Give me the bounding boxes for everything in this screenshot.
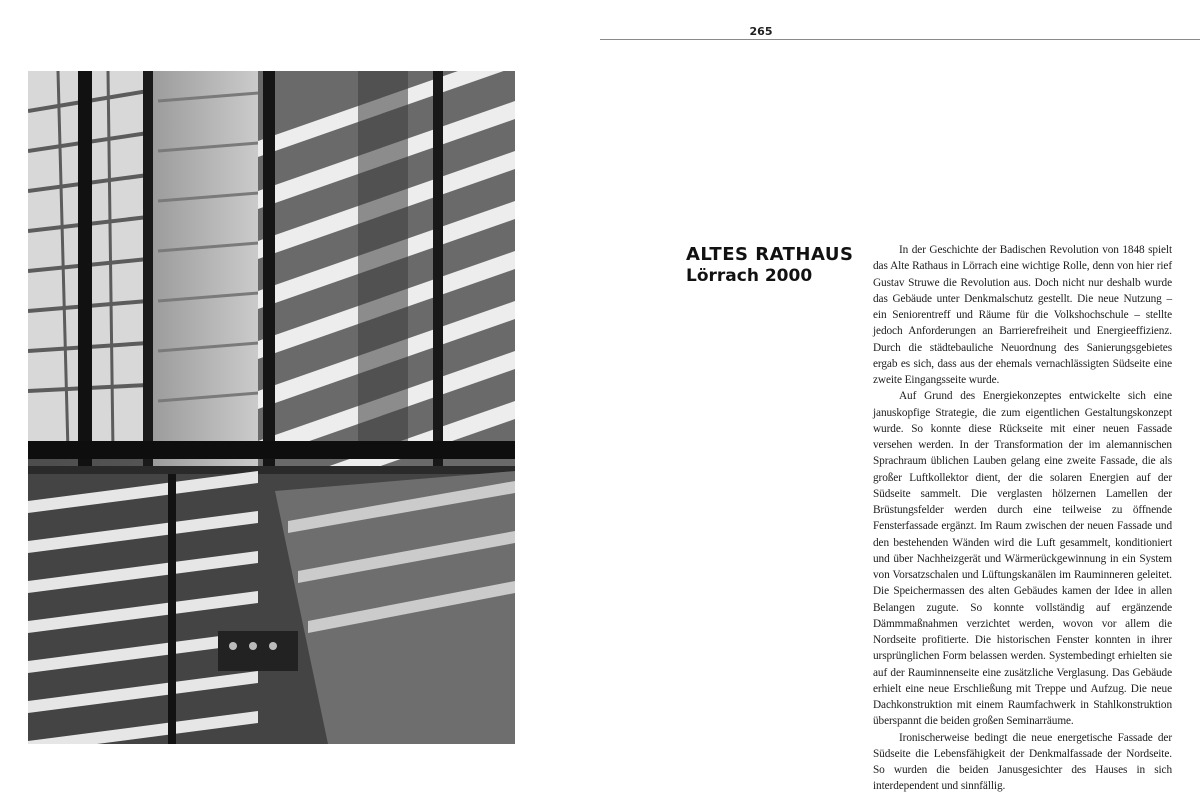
article-subtitle: Lörrach 2000	[686, 266, 813, 286]
body-paragraph: Ironischerweise bedingt die neue energetische Fassade der Südseite die Lebensfähigkeit der Denkmalfassade der Nordseite. So wurden die beiden Janusgesichter des Hauses in sich interdependent und sinnfällig.	[873, 731, 1172, 793]
body-paragraph: In der Geschichte der Badischen Revolution von 1848 spielt das Alte Rathaus in Lörrach eine wichtige Rolle, denn von hier rief Gustav Struwe die Revolution aus. Doch nicht nur deshalb wurde das Gebäude unter Denkmalschutz gestellt. Die neue Nutzung – ein Seniorentreff und Räume für die Volkshochschule – stellte jedoch Anforderungen an Barrierefreiheit und Energieeffizienz. Durch die städtebauliche Neuordnung des Sanierungsgebietes ergab es sich, dass aus der ehemals vernachlässigten Südseite eine zweite Eingangsseite wurde.	[873, 244, 1172, 386]
architecture-photo	[28, 71, 515, 744]
article-title: ALTES RATHAUS	[686, 244, 854, 265]
page-number: 265	[749, 25, 773, 38]
body-paragraph: Auf Grund des Energiekonzeptes entwickelte sich eine januskopfige Strategie, die zum eigentlichen Gestaltungskonzept wurde. So konnte diese Rückseite mit einer neuen Fassade versehen werden. In der Transformation der im alemannischen Sprachraum üblichen Lauben gelang eine zweite Fassade, die als großer Luftkollektor dient, der die solaren Energien auf der Südseite sammelt. Die verglasten hölzernen Lamellen der Brüstungsfelder werden durch eine teilweise zu öffnende Fensterfassade ergänzt. Im Raum zwischen der neuen Fassade und den bestehenden Wänden wird die Luft gesammelt, konditioniert und über Nachheizgerät und Wärmerückgewinnung in ein System von Vorsatzschalen und Lüftungskanälen im Rauminneren geleitet. Die Speichermassen des alten Gebäudes kamen der Idee in allen Belangen zugute. So konnte vollständig auf ergänzende Dämmmaßnahmen verzichtet werden, wovon vor allem die Nordseite profitierte. Die historischen Fenster konnten in ihrer ursprünglichen Form belassen werden. Systembedingt erhielten sie auf der Rauminnenseite eine zusätzliche Verglasung. Das Gebäude erhielt eine neue Erschließung mit Treppe und Aufzug. Die neue Dachkonstruktion mit einem Raumfachwerk in Stahlkonstruktion überspannt die beiden großen Seminarräume.	[873, 390, 1172, 728]
header-rule	[600, 39, 1200, 40]
article-body	[873, 242, 1172, 795]
